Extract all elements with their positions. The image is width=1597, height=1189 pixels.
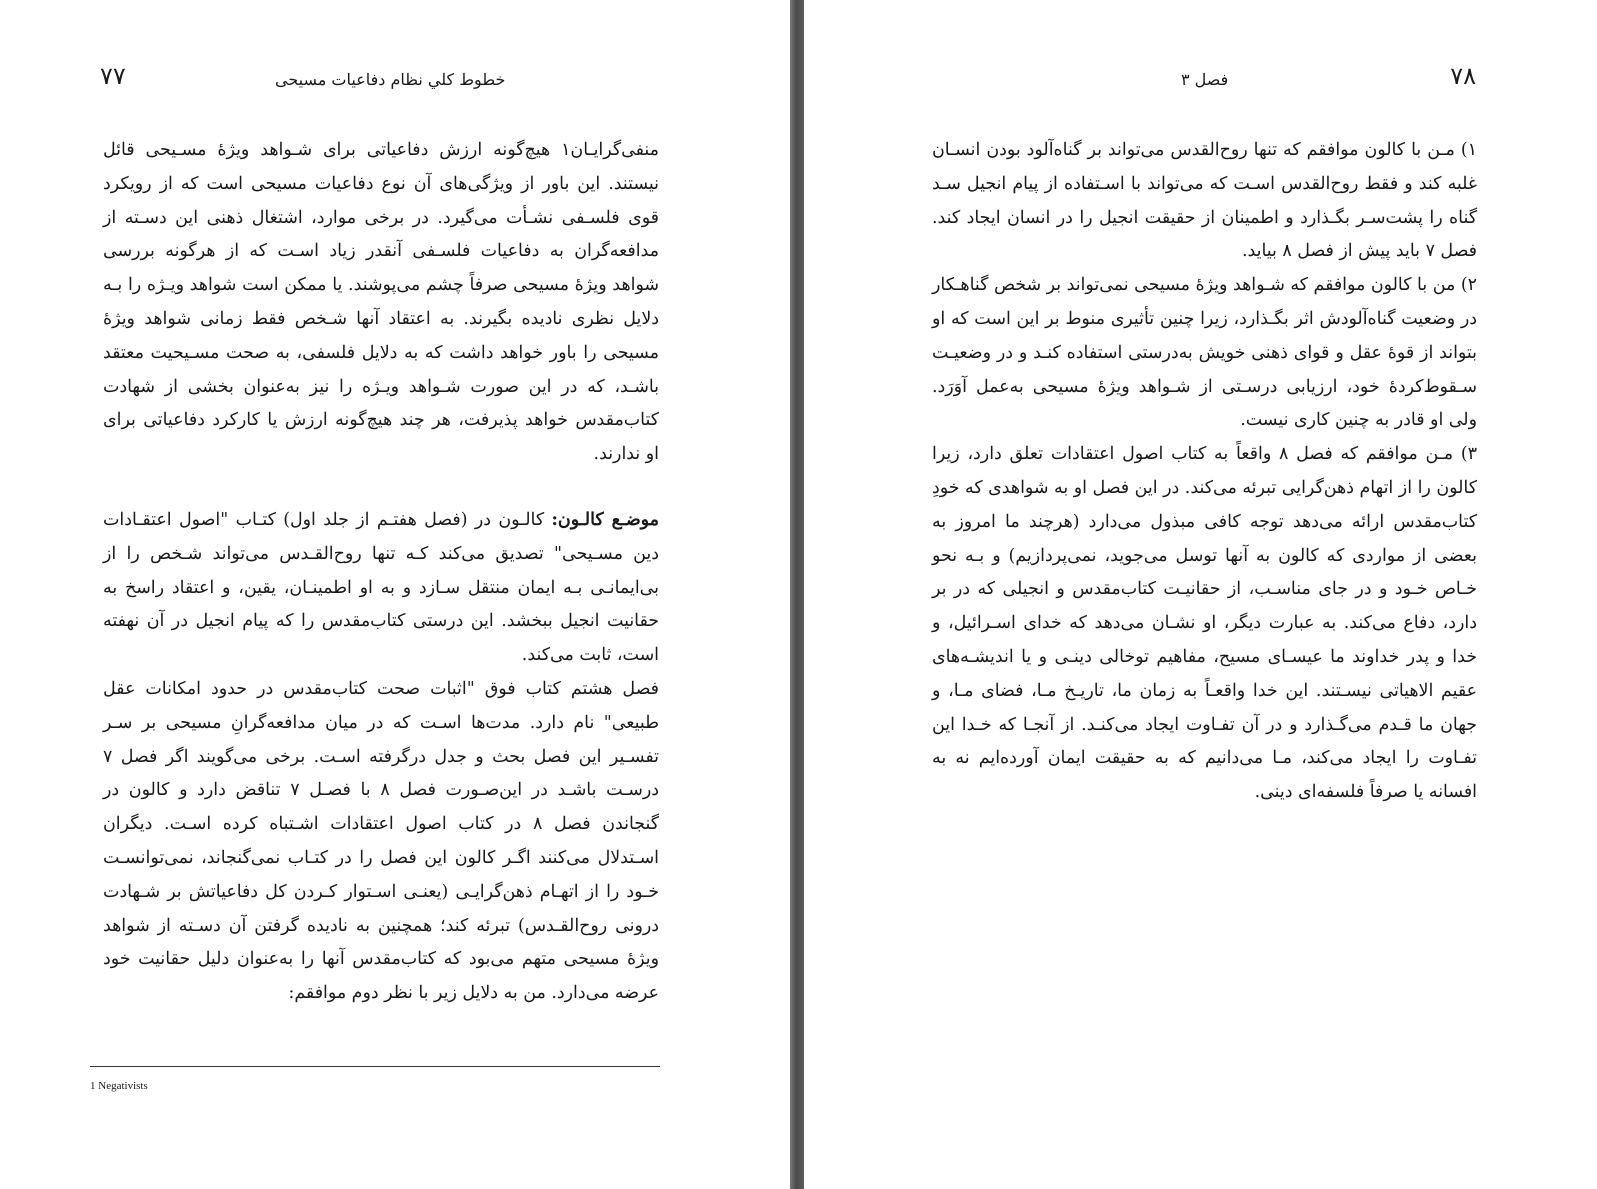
page-number: ۷۷: [100, 62, 126, 90]
book-gutter: [790, 0, 804, 1189]
paragraph: ۱) مـن با کالون موافقم که تنها روح‌القدس می‌تواند بر گناه‌آلود بودن انسـان غلبه کند و فقط روح‌القدس اسـت که می‌تواند با اسـتفاده از پیام انجیل سـد گناه را پشت‌سـر بگـذارد و اطمینان از حقیقت انجیل را در انسان ایجاد کند. فصل ۷ باید پیش از فصل ۸ بیاید.: [932, 140, 1477, 262]
paragraph-text: کالـون در (فصل هفتـم از جلد اول) کتـاب "اصول اعتقـادات دین مسـیحی" تصدیق می‌کند کـه تنها روح‌القـدس می‌تواند شـخص را از بی‌ایمانـی بـه ایمان منتقل سـازد و به او اطمینـان، یقین، و اعتقاد راسخ به حقانیت انجیل ببخشد. این درستی کتاب‌مقدس را که پیام انجیل در آن نهفته است، ثابت می‌کند.: [103, 509, 659, 666]
paragraph: منفی‌گرایـان۱ هیچ‌گونه ارزش دفاعیاتی برای شـواهد ویژهٔ مسـیحی قائل نیستند. این باور از ویژگی‌های آن نوع دفاعیات مسیحی است که از رویکرد قوی فلسـفی نشـأت می‌گیرد. در برخی موارد، اشتغال ذهنی این دسـته از مدافعه‌گران به دفاعیات فلسـفی آنقدر زیاد اسـت که از هرگونه بررسی شواهد ویژهٔ مسیحی صرفاً چشم می‌پوشند. یا ممکن است شواهد ویـژه را بـه دلایل نظری نادیده بگیرند. به اعتقاد آنها شـخص فقط زمانی شواهد ویژهٔ مسیحی را باور خواهد داشت که به دلایل فلسفی، به صحت مسـیحیت معتقد باشـد، که در این صورت شـواهد ویـژه را نیز به‌عنوان بخشی از شهادت کتاب‌مقدس خواهد پذیرفت، هر چند هیچ‌گونه ارزش یا کارکرد دفاعیاتی برای او ندارند.: [103, 140, 659, 465]
running-title: فصل ۳: [1181, 70, 1229, 89]
footnote-divider: [90, 1066, 660, 1067]
running-title: خطوط كلي نظام دفاعيات مسيحی: [275, 70, 506, 89]
page-number: ۷۸: [1450, 62, 1476, 90]
left-page-body: [103, 134, 659, 1011]
left-page-header: [100, 62, 660, 96]
right-page-header: [916, 62, 1476, 96]
right-page-body: [932, 134, 1477, 810]
paragraph: [103, 504, 659, 673]
right-page: [804, 0, 1597, 1189]
paragraph-lead: موضـع کالـون:: [551, 509, 659, 530]
footnote: 1 Negativists: [90, 1080, 148, 1092]
paragraph: فصل هشتم کتاب فوق "اثبات صحت کتاب‌مقدس در حدود امکانات عقل طبیعی" نام دارد. مدت‌ها اسـت که در میان مدافعه‌گرانِ مسیحی بر سـر تفسـیر این فصل بحث و جدل درگرفته اسـت. برخی می‌گویند اگر فصل ۷ درسـت باشـد در این‌صـورت فصل ۸ با فصـل ۷ تناقض دارد و کالون در گنجاندن فصل ۸ در کتاب اصول اعتقادات اشـتباه کرده اسـت. دیگران اسـتدلال می‌کنند اگـر کالون این فصل را در کتـاب نمی‌گنجاند، نمی‌توانسـت خـود را از اتهـام ذهن‌گرایـی (یعنـی اسـتوار کـردن کل دفاعیاتش بر شـهادت درونی روح‌القـدس) تبرئه کند؛ همچنین به نادیده گرفتن آن دسـته از شواهد ویژهٔ مسیحی متهم می‌بود که کتاب‌مقدس آنها را به‌عنوان دلیل حقانیت خود عرضه می‌دارد. من به دلایل زیر با نظر دوم موافقم:: [103, 678, 659, 1004]
paragraph: ۳) مـن موافقم که فصل ۸ واقعاً به کتاب اصول اعتقادات تعلق دارد، زیرا کالون را از اتهام ذهن‌گرایی تبرئه می‌کند. در این فصل او به شواهدی که خودِ کتاب‌مقدس ارائه می‌دهد توجه کافی مبذول می‌دارد (هرچند ما امروز به بعضی از مواردی که کالون به آنها توسل می‌جوید، نمی‌پردازیم) و بـه نحو خـاص خـود و در جای مناسـب، از حقانیـت کتاب‌مقدس و انجیلی که در بر دارد، دفاع می‌کند. به عبارت دیگر، او نشـان می‌دهد که خدای اسـرائیل، و خدا و پدر خداوند ما عیسـای مسیح، مفاهیم توخالی دینـی و یا اندیشـه‌های عقیم الاهیاتی نیسـتند. این خدا واقعـاً به زمان ما، تاریـخ مـا، فضای مـا، و جهان ما قـدم می‌گـذارد و در آن تفـاوت ایجاد می‌کنـد. از آنجـا که خـدا این تفـاوت را ایجاد می‌کند، مـا می‌دانیم که به حقیقت ایمان آورده‌ایم نه به افسانه یا صرفاً فلسفه‌ای دینی.: [932, 444, 1477, 803]
left-page: [0, 0, 790, 1189]
paragraph: ۲) من با کالون موافقم که شـواهد ویژهٔ مسیحی نمی‌تواند بر شخص گناهـکار در وضعیت گناه‌آلودش اثر بگـذارد، زیرا چنین تأثیری منوط بر این است که او بتواند از قوهٔ عقل و قوای ذهنی خویش به‌درستی استفاده کنـد و در وضعیـت سـقوط‌کردهٔ خود، ارزیابی درسـتی از شـواهد ویژهٔ مسیحی به‌عمل آوَرَد. ولی او قادر به چنین کاری نیست.: [932, 275, 1477, 431]
